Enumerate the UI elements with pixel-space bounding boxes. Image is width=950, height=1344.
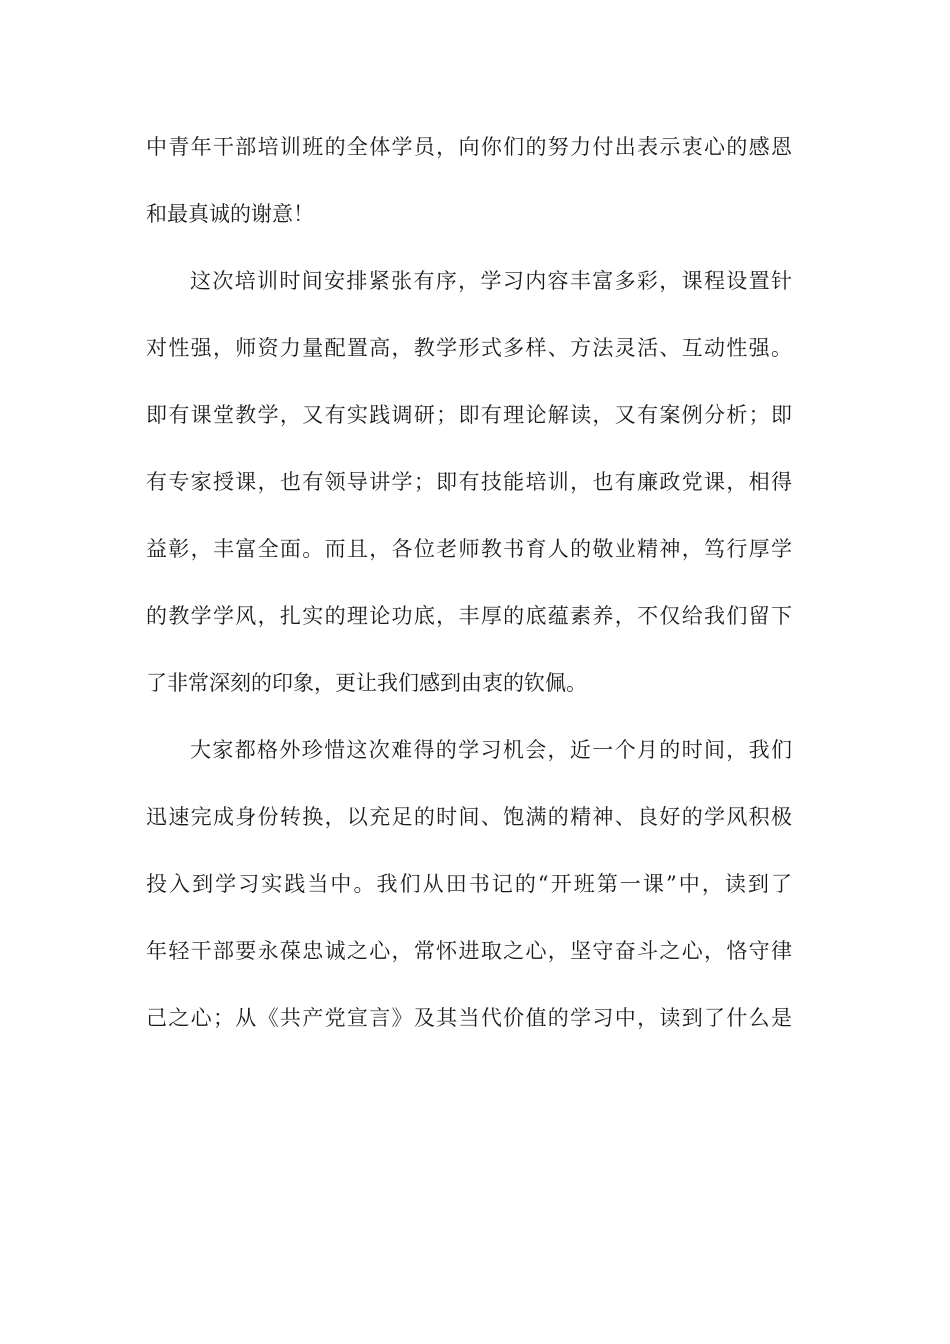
document-body: [146, 124, 792, 1062]
text-line: 投入到学习实践当中。我们从田书记的“开班第一课”中，读到了: [146, 872, 792, 896]
text-line: 有专家授课，也有领导讲学；即有技能培训，也有廉政党课，相得: [146, 470, 792, 494]
text-line: 的教学学风，扎实的理论功底，丰厚的底蕴素养，不仅给我们留下: [146, 604, 792, 628]
text-line: 对性强，师资力量配置高，教学形式多样、方法灵活、互动性强。: [146, 336, 792, 360]
text-line: 和最真诚的谢意！: [146, 202, 314, 226]
text-line: 中青年干部培训班的全体学员，向你们的努力付出表示衷心的感恩: [146, 135, 792, 159]
text-line: 迅速完成身份转换，以充足的时间、饱满的精神、良好的学风积极: [146, 805, 792, 829]
text-line: 即有课堂教学，又有实践调研；即有理论解读，又有案例分析；即: [146, 403, 792, 427]
paragraph-first-line: 这次培训时间安排紧张有序，学习内容丰富多彩，课程设置针: [190, 269, 792, 293]
paragraph-first-line: 大家都格外珍惜这次难得的学习机会，近一个月的时间，我们: [190, 738, 792, 762]
text-line: 了非常深刻的印象，更让我们感到由衷的钦佩。: [146, 671, 587, 695]
text-line: 年轻干部要永葆忠诚之心，常怀进取之心，坚守奋斗之心，恪守律: [146, 939, 792, 963]
text-line: 益彰，丰富全面。而且，各位老师教书育人的敬业精神，笃行厚学: [146, 537, 792, 561]
text-line: 己之心；从《共产党宣言》及其当代价值的学习中，读到了什么是: [146, 1006, 792, 1030]
